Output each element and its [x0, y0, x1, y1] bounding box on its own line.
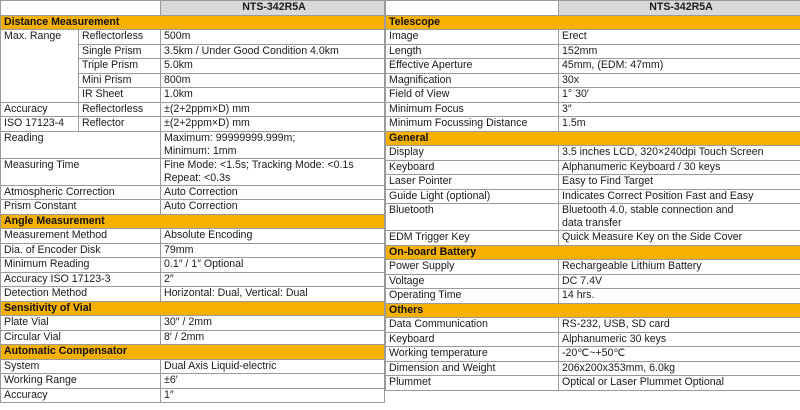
spec-row: [386, 102, 800, 117]
spec-label: Dimension and Weight: [386, 361, 559, 376]
spec-value: Erect: [559, 30, 800, 45]
spec-row: [386, 361, 800, 376]
spec-row: [386, 59, 800, 74]
spec-sublabel: Reflector: [79, 117, 161, 132]
spec-value: 500m: [161, 30, 385, 45]
spec-value: ±(2+2ppm×D) mm: [161, 117, 385, 132]
spec-label: Length: [386, 44, 559, 59]
spec-value: 1.0km: [161, 88, 385, 103]
spec-row: [386, 44, 800, 59]
spec-value: 1″: [161, 388, 385, 403]
spec-row: [386, 289, 800, 304]
spec-label: Max. Range: [1, 30, 79, 103]
spec-label: Minimum Reading: [1, 258, 161, 273]
spec-value: Dual Axis Liquid-electric: [161, 359, 385, 374]
spec-row: [1, 117, 385, 132]
spec-row: [1, 158, 385, 185]
spec-label: Dia. of Encoder Disk: [1, 243, 161, 258]
spec-label: Operating Time: [386, 289, 559, 304]
section-sensitivity-of-vial: [1, 301, 385, 316]
spec-sublabel: Reflectorless: [79, 30, 161, 45]
value-line: data transfer: [562, 217, 622, 229]
spec-value: Rechargeable Lithium Battery: [559, 260, 800, 275]
spec-label: Accuracy: [1, 388, 161, 403]
spec-label: Magnification: [386, 73, 559, 88]
spec-row: [386, 189, 800, 204]
spec-value: Horizontal: Dual, Vertical: Dual: [161, 287, 385, 302]
spec-label: Prism Constant: [1, 200, 161, 215]
spec-value: Quick Measure Key on the Side Cover: [559, 231, 800, 246]
spec-label: Accuracy ISO 17123-3: [1, 272, 161, 287]
spec-value: DC 7.4V: [559, 274, 800, 289]
value-line: Bluetooth 4.0, stable connection and: [562, 204, 734, 216]
spec-row: [386, 88, 800, 103]
spec-value: Absolute Encoding: [161, 229, 385, 244]
spec-row: [1, 374, 385, 389]
spec-label: Bluetooth: [386, 204, 559, 231]
spec-value: [559, 204, 800, 231]
spec-row: [386, 318, 800, 333]
spec-sublabel: Triple Prism: [79, 59, 161, 74]
spec-value: 8′ / 2mm: [161, 330, 385, 345]
spec-label: Measuring Time: [1, 158, 161, 185]
spec-value: [161, 158, 385, 185]
right-spec-panel: [385, 0, 800, 391]
section-title: Others: [386, 303, 800, 318]
model-name: NTS-342R5A: [559, 1, 800, 16]
spec-sublabel: Reflectorless: [79, 102, 161, 117]
spec-sublabel: Mini Prism: [79, 73, 161, 88]
spec-sublabel: IR Sheet: [79, 88, 161, 103]
spec-value: 14 hrs.: [559, 289, 800, 304]
spec-value: 3.5km / Under Good Condition 4.0km: [161, 44, 385, 59]
spec-label: Display: [386, 146, 559, 161]
section-title: On-board Battery: [386, 245, 800, 260]
section-title: General: [386, 131, 800, 146]
spec-value: [161, 131, 385, 158]
spec-row: [1, 102, 385, 117]
spec-label: Voltage: [386, 274, 559, 289]
spec-label: Measurement Method: [1, 229, 161, 244]
spec-row: [1, 243, 385, 258]
spec-value: 1.5m: [559, 117, 800, 132]
spec-row: [1, 316, 385, 331]
section-title: Automatic Compensator: [1, 345, 385, 360]
spec-row: [1, 330, 385, 345]
spec-label: Data Communication: [386, 318, 559, 333]
section-others: [386, 303, 800, 318]
spec-value: -20℃~+50℃: [559, 347, 800, 362]
left-spec-table: [0, 0, 385, 403]
spec-label: Reading: [1, 131, 161, 158]
value-line: Maximum: 99999999.999m;: [164, 131, 296, 144]
spec-value: 2″: [161, 272, 385, 287]
spec-value: 45mm, (EDM: 47mm): [559, 59, 800, 74]
spec-row: [386, 332, 800, 347]
spec-row: [1, 131, 385, 158]
spec-row: [386, 347, 800, 362]
spec-label: Image: [386, 30, 559, 45]
spec-sublabel: Single Prism: [79, 44, 161, 59]
spec-label: Circular Vial: [1, 330, 161, 345]
spec-row: [386, 117, 800, 132]
spec-label: Guide Light (optional): [386, 189, 559, 204]
spec-value: Auto Correction: [161, 185, 385, 200]
spec-value: 30x: [559, 73, 800, 88]
spec-value: 1° 30′: [559, 88, 800, 103]
spec-value: 3.5 inches LCD, 320×240dpi Touch Screen: [559, 146, 800, 161]
section-automatic-compensator: [1, 345, 385, 360]
spec-row: [1, 185, 385, 200]
spec-label: Plate Vial: [1, 316, 161, 331]
spec-row: [1, 272, 385, 287]
spec-row: [1, 359, 385, 374]
spec-label: Power Supply: [386, 260, 559, 275]
left-spec-panel: [0, 0, 384, 403]
spec-label: Keyboard: [386, 332, 559, 347]
spec-value: ±(2+2ppm×D) mm: [161, 102, 385, 117]
spec-label: Working temperature: [386, 347, 559, 362]
section-title: Sensitivity of Vial: [1, 301, 385, 316]
blank-cell: [386, 1, 559, 16]
spec-row: [386, 260, 800, 275]
spec-value: 30″ / 2mm: [161, 316, 385, 331]
model-header-row: [386, 1, 800, 16]
spec-value: Alphanumeric Keyboard / 30 keys: [559, 160, 800, 175]
spec-value: ±6′: [161, 374, 385, 389]
spec-row: [386, 376, 800, 391]
spec-value: 152mm: [559, 44, 800, 59]
spec-label: EDM Trigger Key: [386, 231, 559, 246]
spec-label: Effective Aperture: [386, 59, 559, 74]
spec-row: [1, 287, 385, 302]
section-angle-measurement: [1, 214, 385, 229]
spec-value: Optical or Laser Plummet Optional: [559, 376, 800, 391]
spec-row: [1, 229, 385, 244]
spec-value: Easy to Find Target: [559, 175, 800, 190]
spec-label: Laser Pointer: [386, 175, 559, 190]
blank-cell: [1, 1, 161, 16]
spec-value: Indicates Correct Position Fast and Easy: [559, 189, 800, 204]
model-name: NTS-342R5A: [161, 1, 385, 16]
spec-value: 5.0km: [161, 59, 385, 74]
spec-value: RS-232, USB, SD card: [559, 318, 800, 333]
section-title: Telescope: [386, 15, 800, 30]
section-telescope: [386, 15, 800, 30]
spec-row: [1, 388, 385, 403]
spec-value: 79mm: [161, 243, 385, 258]
spec-value: 3″: [559, 102, 800, 117]
spec-value: 0.1″ / 1″ Optional: [161, 258, 385, 273]
spec-row: [386, 204, 800, 231]
spec-label: Accuracy: [1, 102, 79, 117]
spec-row: [386, 231, 800, 246]
section-distance-measurement: [1, 15, 385, 30]
spec-row: [386, 175, 800, 190]
spec-label: Working Range: [1, 374, 161, 389]
value-line: Repeat: <0.3s: [164, 171, 231, 184]
spec-row: [1, 200, 385, 215]
spec-label: Field of View: [386, 88, 559, 103]
spec-label: ISO 17123-4: [1, 117, 79, 132]
spec-row: [1, 30, 385, 45]
right-spec-table: [385, 0, 800, 391]
spec-row: [386, 146, 800, 161]
spec-value: Auto Correction: [161, 200, 385, 215]
spec-value: 206x200x353mm, 6.0kg: [559, 361, 800, 376]
spec-row: [386, 160, 800, 175]
spec-row: [386, 274, 800, 289]
spec-label: Detection Method: [1, 287, 161, 302]
value-line: Fine Mode: <1.5s; Tracking Mode: <0.1s: [164, 158, 354, 171]
spec-label: Keyboard: [386, 160, 559, 175]
spec-value: 800m: [161, 73, 385, 88]
section-general: [386, 131, 800, 146]
spec-label: Plummet: [386, 376, 559, 391]
section-on-board-battery: [386, 245, 800, 260]
spec-label: Minimum Focus: [386, 102, 559, 117]
section-title: Distance Measurement: [1, 15, 385, 30]
value-line: Minimum: 1mm: [164, 144, 237, 157]
spec-row: [386, 30, 800, 45]
spec-label: Atmospheric Correction: [1, 185, 161, 200]
spec-value: Alphanumeric 30 keys: [559, 332, 800, 347]
model-header-row: [1, 1, 385, 16]
section-title: Angle Measurement: [1, 214, 385, 229]
spec-row: [1, 258, 385, 273]
spec-label: System: [1, 359, 161, 374]
spec-label: Minimum Focussing Distance: [386, 117, 559, 132]
spec-row: [386, 73, 800, 88]
